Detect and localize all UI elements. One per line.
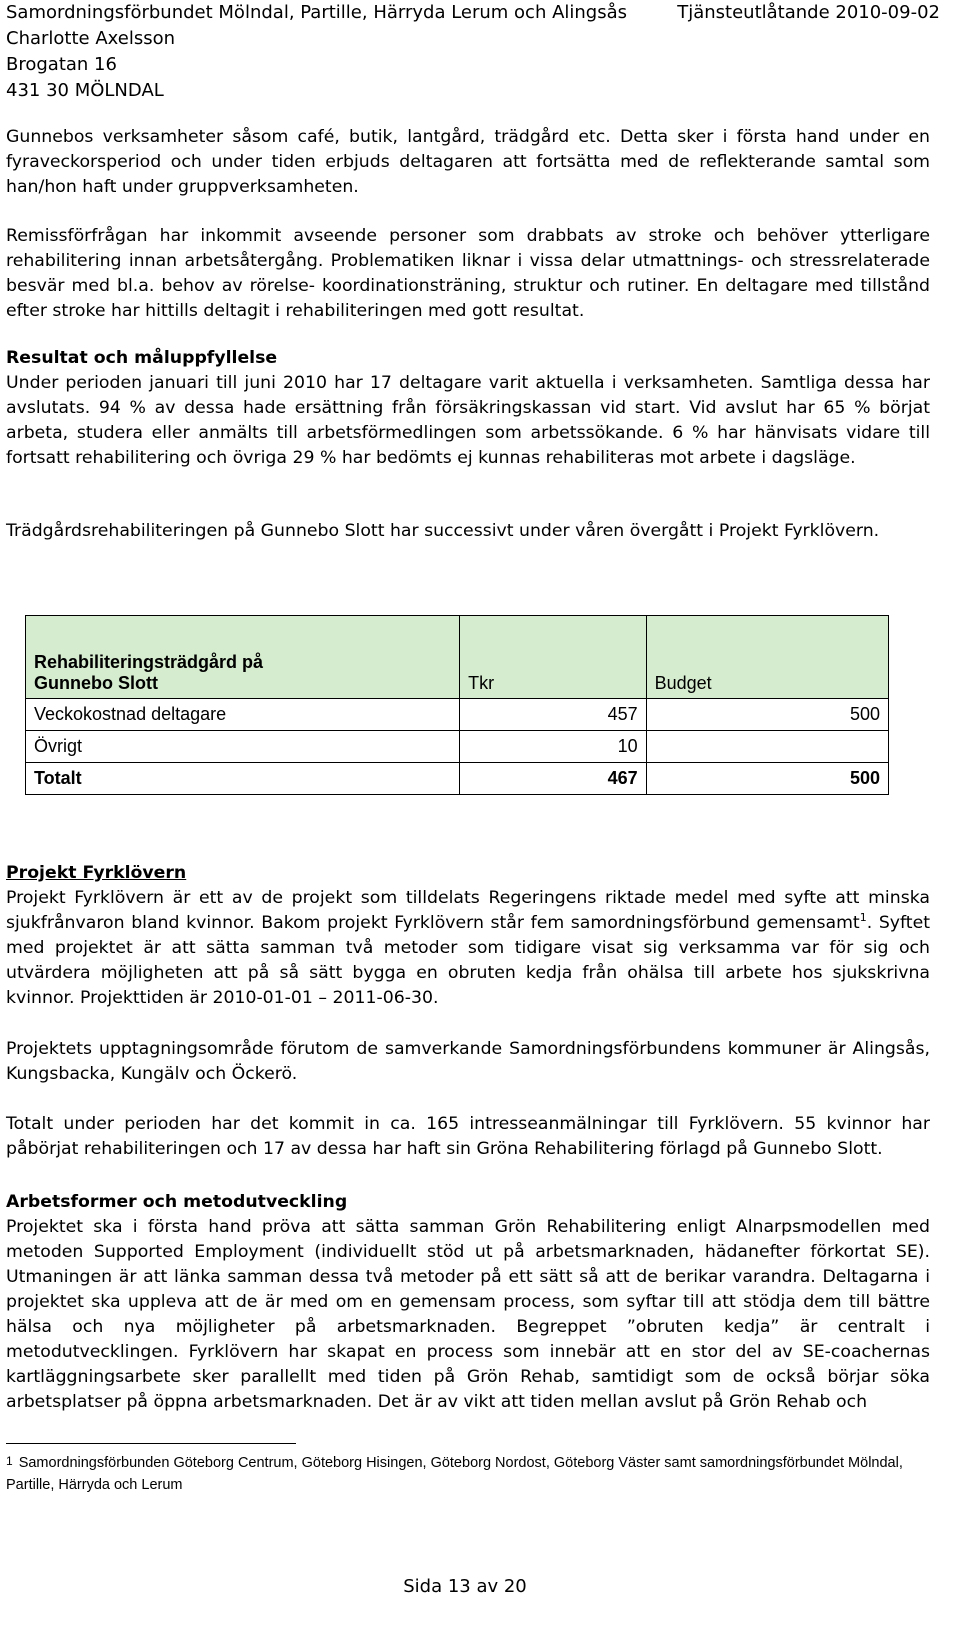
street-address: Brogatan 16 [6, 54, 117, 75]
section-projekt-fyrklovern [6, 861, 930, 1011]
footnote-number: 1 [6, 1454, 13, 1468]
row-tkr: 10 [460, 731, 646, 763]
row-label: Veckokostnad deltagare [26, 699, 460, 731]
row-budget: 500 [646, 699, 888, 731]
section-heading: Projekt Fyrklövern [6, 863, 187, 883]
paragraph-text: Projektet ska i första hand pröva att sätta samman Grön Rehabilitering enligt Alnarpsmodellen med metoden Supported Employment (individuellt stöd ut på arbetsmarknaden, hädanefter förkortat SE). Utmaningen är att länka samman dessa två metoder på ett sätt så att de berikar varandra. Deltagarna i projektet ska uppleva att de är med om en gemensam process, som syftar till att stödja dem till bättre hälsa och nya möjligheter på arbetsmarknaden. Begreppet ”obruten kedja” är centralt i metodutvecklingen. Fyrklövern har skapat en process som innebär att en stor del av SE-coachernas kartläggningsarbete sker parallellt med tiden på Grön Rehab, samtidigt som de också börjar söka arbetsplatser på öppna arbetsmarknaden. Det är av vikt att tiden mellan avslut på Grön Rehab och [6, 1217, 930, 1412]
column-header-budget: Budget [646, 616, 888, 699]
table-total-row [26, 763, 889, 795]
paragraph-text: Projektets upptagningsområde förutom de samverkande Samordningsförbundens kommuner är Alingsås, Kungsbacka, Kungälv och Öckerö. [6, 1039, 930, 1084]
total-label: Totalt [26, 763, 460, 795]
paragraph-gunnebo [6, 125, 930, 200]
paragraph-intresseanmalningar [6, 1112, 930, 1162]
paragraph-remiss [6, 224, 930, 324]
footnote-divider [6, 1443, 296, 1444]
table-title-line: Rehabiliteringsträdgård på [34, 652, 264, 672]
author-name: Charlotte Axelsson [6, 28, 175, 49]
section-resultat [6, 346, 930, 471]
paragraph-text: Remissförfrågan har inkommit avseende personer som drabbats av stroke och behöver ytterligare rehabilitering innan arbetsåtergång. Problematiken liknar i vissa delar utmattnings- och stressrelaterade besvär med bl.a. behov av rörelse- koordinationsträning, struktur och rutiner. En deltagare med tillstånd efter stroke har hittills deltagit i rehabiliteringen med gott resultat. [6, 226, 930, 321]
footnote-reference: 1 [859, 911, 867, 925]
postal-address: 431 30 MÖLNDAL [6, 80, 164, 101]
table-row [26, 731, 889, 763]
paragraph-text-part: . Syftet med projektet är att sätta samman två metoder som tidigare visat sig verksamma var för sig och utvärdera möjligheten att på så sätt bygga en obruten kedja från ohälsa till arbete hos sjukskrivna kvinnor. Projekttiden är 2010-01-01 – 2011-06-30. [6, 913, 930, 1008]
footnote [6, 1452, 906, 1496]
organization-name: Samordningsförbundet Mölndal, Partille, Härryda Lerum och Alingsås [6, 2, 628, 23]
table-title-cell [26, 616, 460, 699]
paragraph-text: Totalt under perioden har det kommit in ca. 165 intresseanmälningar till Fyrklövern. 55 kvinnor har påbörjat rehabiliteringen och 17 av dessa har haft sin Gröna Rehabilitering förlagd på Gunnebo Slott. [6, 1114, 930, 1159]
total-tkr: 467 [460, 763, 646, 795]
paragraph-text: Under perioden januari till juni 2010 har 17 deltagare varit aktuella i verksamheten. Samtliga dessa har avslutats. 94 % av dessa hade ersättning från försäkringskassan vid start. Vid avslut har 65 % börjat arbeta, studera eller anmälts till arbetsförmedlingen som arbetssökande. 6 % har hänvisats vidare till fortsatt rehabilitering och övriga 29 % har bedömts ej kunnas rehabiliteras mot arbete i dagsläge. [6, 373, 930, 468]
paragraph-text-part: Projekt Fyrklövern är ett av de projekt som tilldelats Regeringens riktade medel med syfte att minska sjukfrånvaron bland kvinnor. Bakom projekt Fyrklövern står fem samordningsförbund gemensamt [6, 888, 930, 933]
table-row [26, 699, 889, 731]
footnote-text: Samordningsförbunden Göteborg Centrum, Göteborg Hisingen, Göteborg Nordost, Göteborg Väster samt samordningsförbundet Mölndal, Partille, Härryda och Lerum [6, 1455, 903, 1493]
paragraph-text [6, 886, 930, 1011]
row-label: Övrigt [26, 731, 460, 763]
budget-table [25, 615, 889, 795]
row-tkr: 457 [460, 699, 646, 731]
paragraph-tradgard [6, 519, 930, 544]
total-budget: 500 [646, 763, 888, 795]
paragraph-upptagningsomrade [6, 1037, 930, 1087]
section-heading: Resultat och måluppfyllelse [6, 348, 278, 368]
document-status: Tjänsteutlåtande 2010-09-02 [677, 2, 940, 23]
column-header-tkr: Tkr [460, 616, 646, 699]
section-heading: Arbetsformer och metodutveckling [6, 1192, 348, 1212]
table-header-row [26, 616, 889, 699]
paragraph-text: Trädgårdsrehabiliteringen på Gunnebo Slott har successivt under våren övergått i Projekt Fyrklövern. [6, 521, 880, 541]
paragraph-text: Gunnebos verksamheter såsom café, butik, lantgård, trädgård etc. Detta sker i första hand under en fyraveckorsperiod och under tiden erbjuds deltagaren att fortsätta med de reflekterande samtal som han/hon haft under gruppverksamheten. [6, 127, 930, 197]
sender-block [6, 0, 627, 104]
row-budget [646, 731, 888, 763]
section-arbetsformer [6, 1190, 930, 1415]
table-title-line: Gunnebo Slott [34, 673, 158, 693]
page-number: Sida 13 av 20 [403, 1576, 527, 1597]
